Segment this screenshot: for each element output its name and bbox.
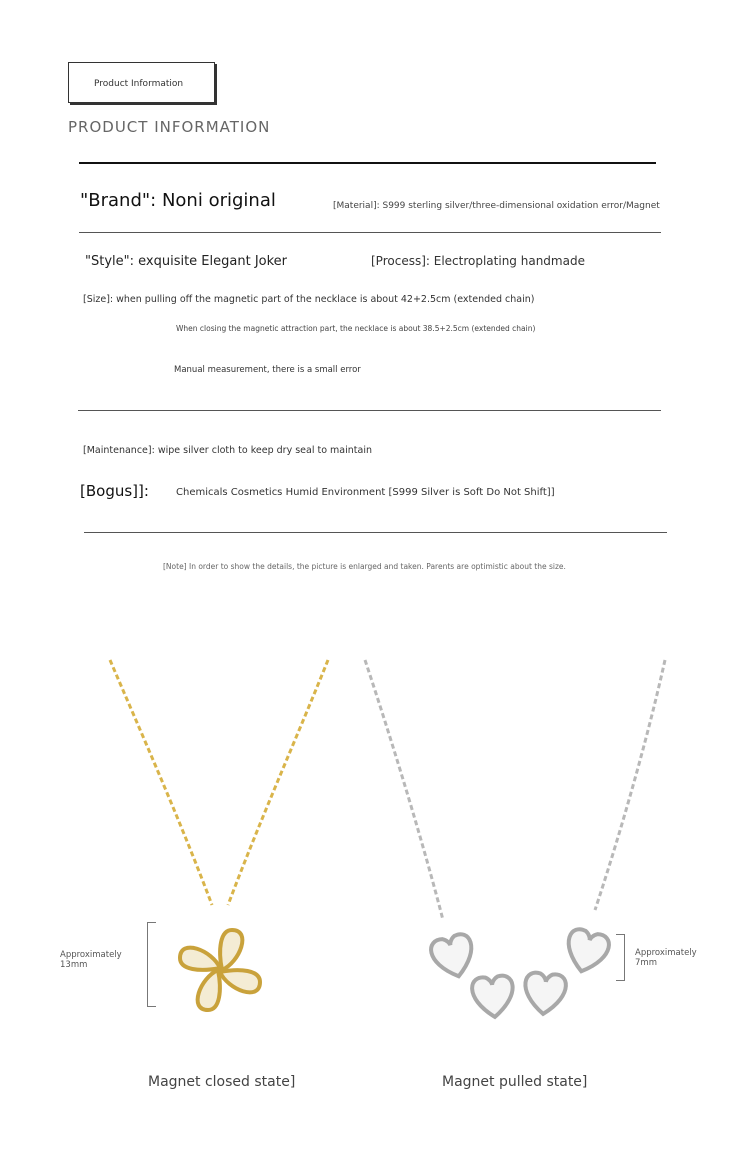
top-divider bbox=[79, 162, 656, 164]
section-title: PRODUCT INFORMATION bbox=[68, 118, 271, 136]
material-text: [Material]: S999 sterling silver/three-dimensional oxidation error/Magnet bbox=[333, 201, 660, 211]
bogus-value: Chemicals Cosmetics Humid Environment [S999 Silver is Soft Do Not Shift]] bbox=[176, 487, 555, 498]
right-caption: Magnet pulled state] bbox=[442, 1074, 588, 1090]
divider-2 bbox=[78, 410, 661, 411]
right-size-label: Approximately 7mm bbox=[635, 948, 697, 968]
divider-3 bbox=[84, 532, 667, 533]
right-size-bracket-top bbox=[616, 934, 625, 935]
left-size-bracket bbox=[147, 922, 148, 1007]
left-size-bracket-top bbox=[147, 922, 156, 923]
note-text: [Note] In order to show the details, the picture is enlarged and taken. Parents are optimistic about the size. bbox=[163, 562, 566, 571]
style-text: "Style": exquisite Elegant Joker bbox=[85, 254, 288, 269]
silver-hearts-necklace-image bbox=[355, 650, 675, 1030]
left-size-bracket-bottom bbox=[147, 1006, 156, 1007]
left-size-label: Approximately 13mm bbox=[60, 950, 122, 970]
right-size-bracket bbox=[624, 934, 625, 981]
manual-measure-text: Manual measurement, there is a small error bbox=[174, 365, 361, 375]
divider-1 bbox=[79, 232, 661, 233]
gold-clover-necklace-image bbox=[100, 650, 340, 1030]
size-text: [Size]: when pulling off the magnetic part of the necklace is about 42+2.5cm (extended chain) bbox=[83, 294, 535, 305]
bogus-label: [Bogus]]: bbox=[80, 482, 149, 500]
process-text: [Process]: Electroplating handmade bbox=[371, 254, 585, 268]
maintenance-text: [Maintenance]: wipe silver cloth to keep dry seal to maintain bbox=[83, 445, 372, 456]
brand-text: "Brand": Noni original bbox=[80, 190, 276, 211]
left-caption: Magnet closed state] bbox=[148, 1074, 296, 1090]
right-size-bracket-bottom bbox=[616, 980, 625, 981]
closing-size-text: When closing the magnetic attraction part, the necklace is about 38.5+2.5cm (extended chain) bbox=[176, 324, 536, 333]
product-info-tag-label: Product Information bbox=[94, 79, 184, 89]
